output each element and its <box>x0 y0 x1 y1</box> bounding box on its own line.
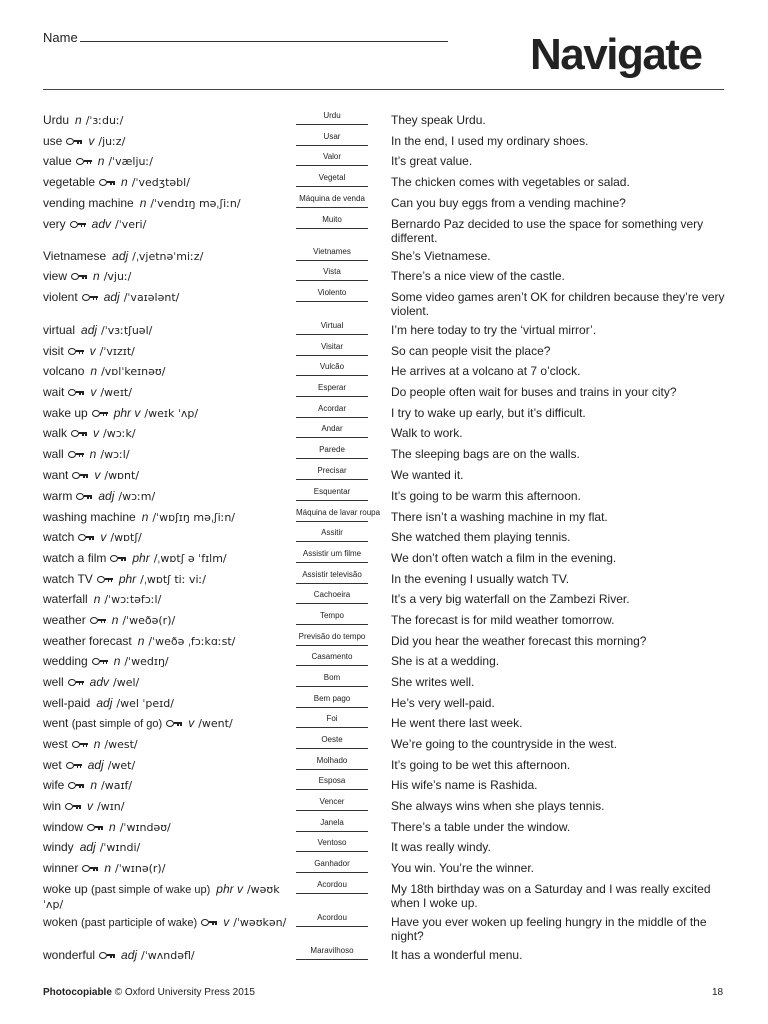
pronunciation: /ˈweðə ˌfɔːkɑːst/ <box>148 635 236 648</box>
headword: waterfall <box>43 592 88 606</box>
headword: weather <box>43 613 86 627</box>
translation-field[interactable]: Janela <box>296 815 368 832</box>
key-icon <box>68 678 84 686</box>
translation-field[interactable]: Visitar <box>296 339 368 356</box>
key-icon <box>71 272 87 280</box>
translation-field[interactable]: Foi <box>296 711 368 728</box>
headword: wedding <box>43 654 88 668</box>
headword: Urdu <box>43 113 70 127</box>
example-sentence: She watched them playing tennis. <box>391 530 571 544</box>
headword-cell <box>43 385 293 400</box>
pronunciation: /ˈwəʊkən/ <box>233 916 287 929</box>
key-icon <box>66 137 82 145</box>
translation-field[interactable]: Ventoso <box>296 835 368 852</box>
translation-field[interactable]: Esperar <box>296 380 368 397</box>
headword-cell <box>43 510 293 525</box>
headword: wonderful <box>43 948 96 962</box>
translation-field[interactable]: Maravilhoso <box>296 943 368 960</box>
headword: winner <box>43 861 79 875</box>
headword: wife <box>43 778 65 792</box>
part-of-speech: v <box>88 134 95 148</box>
translation-field[interactable]: Máquina de lavar roupa <box>296 505 368 522</box>
key-icon <box>76 157 92 165</box>
headword: win <box>43 799 62 813</box>
headword-cell <box>43 406 293 421</box>
headword: window <box>43 820 84 834</box>
translation-field[interactable]: Bom <box>296 670 368 687</box>
headword-note: (past simple of wake up) <box>91 884 211 896</box>
pronunciation: /wɒnt/ <box>104 469 140 482</box>
example-sentence: There’s a table under the window. <box>391 820 571 834</box>
headword: virtual <box>43 323 76 337</box>
part-of-speech: adj <box>98 489 115 503</box>
key-icon <box>110 554 126 562</box>
headword-cell <box>43 489 293 504</box>
headword: wake up <box>43 406 88 420</box>
part-of-speech: n <box>109 820 116 834</box>
key-icon <box>82 864 98 872</box>
headword-cell <box>43 175 293 190</box>
part-of-speech: phr <box>132 551 150 565</box>
example-sentence: She writes well. <box>391 675 475 689</box>
key-icon <box>92 409 108 417</box>
headword: wet <box>43 758 62 772</box>
key-icon <box>72 471 88 479</box>
copyright-text: © Oxford University Press 2015 <box>114 987 255 998</box>
translation-field[interactable]: Acordou <box>296 910 368 927</box>
headword: washing machine <box>43 510 136 524</box>
headword-note: (past participle of wake) <box>81 917 198 929</box>
headword-cell <box>43 196 293 211</box>
part-of-speech: n <box>113 654 121 668</box>
translation-field[interactable]: Valor <box>296 149 368 166</box>
part-of-speech: n <box>93 592 101 606</box>
headword-cell <box>43 613 293 628</box>
name-line[interactable] <box>80 41 448 42</box>
example-sentence: She’s Vietnamese. <box>391 249 491 263</box>
pronunciation: /ˈveri/ <box>115 218 147 231</box>
headword: view <box>43 269 68 283</box>
pronunciation: /wɪn/ <box>97 800 125 813</box>
pronunciation: /ˈwɪnə(r)/ <box>115 862 166 875</box>
headword-cell <box>43 113 293 128</box>
key-icon <box>201 918 217 926</box>
key-icon <box>78 533 94 541</box>
translation-field[interactable]: Vietnames <box>296 244 368 261</box>
example-sentence: He’s very well-paid. <box>391 696 495 710</box>
headword: weather forecast <box>43 634 132 648</box>
part-of-speech: n <box>121 175 128 189</box>
pronunciation: /ˌwɒtʃ tiː viː/ <box>140 573 206 586</box>
pronunciation: /weɪt/ <box>100 386 132 399</box>
key-icon <box>97 575 113 583</box>
translation-field[interactable]: Vegetal <box>296 170 368 187</box>
headword-cell <box>43 323 293 338</box>
headword: volcano <box>43 364 85 378</box>
headword-cell <box>43 654 293 669</box>
part-of-speech: v <box>100 530 107 544</box>
pronunciation: /ˈvɪzɪt/ <box>99 345 135 358</box>
example-sentence: It has a wonderful menu. <box>391 948 523 962</box>
headword: windy <box>43 840 74 854</box>
example-sentence: So can people visit the place? <box>391 344 551 358</box>
pronunciation: /juːz/ <box>98 135 126 148</box>
translation-field[interactable]: Urdu <box>296 108 368 125</box>
pronunciation: /ˈvɜːtʃuəl/ <box>101 324 153 337</box>
key-icon <box>65 802 81 810</box>
key-icon <box>99 178 115 186</box>
part-of-speech: v <box>89 344 96 358</box>
part-of-speech: v <box>87 799 94 813</box>
pronunciation: /ˌvjetnəˈmiːz/ <box>132 250 204 263</box>
headword-cell <box>43 447 293 462</box>
example-sentence: It’s going to be wet this afternoon. <box>391 758 571 772</box>
part-of-speech: phr v <box>113 406 141 420</box>
example-sentence: I’m here today to try the ‘virtual mirror’. <box>391 323 597 337</box>
key-icon <box>68 450 84 458</box>
pronunciation: /went/ <box>198 717 233 730</box>
part-of-speech: adj <box>96 696 113 710</box>
key-icon <box>76 492 92 500</box>
pronunciation: /ˈvæljuː/ <box>108 155 153 168</box>
pronunciation: /ˈwɔːtəfɔːl/ <box>104 593 162 606</box>
example-sentence: Do people often wait for buses and trains in your city? <box>391 385 677 399</box>
example-sentence: There isn’t a washing machine in my flat. <box>391 510 608 524</box>
name-label: Name <box>43 30 78 45</box>
example-sentence: Walk to work. <box>391 426 463 440</box>
headword-cell <box>43 290 293 305</box>
top-divider <box>43 89 724 90</box>
pronunciation: /ˈwedɪŋ/ <box>124 655 169 668</box>
translation-field[interactable]: Bem pago <box>296 691 368 708</box>
headword-cell <box>43 344 293 359</box>
example-sentence: Can you buy eggs from a vending machine? <box>391 196 626 210</box>
pronunciation: /wɔːm/ <box>118 490 156 503</box>
photocopiable-label: Photocopiable <box>43 987 112 998</box>
part-of-speech: v <box>223 915 230 929</box>
translation-field[interactable]: Parede <box>296 442 368 459</box>
translation-field[interactable]: Vista <box>296 264 368 281</box>
headword-cell <box>43 716 293 731</box>
headword-cell <box>43 134 293 149</box>
headword: well <box>43 675 64 689</box>
translation-field[interactable]: Virtual <box>296 318 368 335</box>
headword-cell <box>43 572 293 587</box>
part-of-speech: n <box>137 634 145 648</box>
headword-cell <box>43 758 293 773</box>
headword: wait <box>43 385 65 399</box>
example-sentence: It was really windy. <box>391 840 491 854</box>
part-of-speech: v <box>90 385 97 399</box>
example-sentence: It’s a very big waterfall on the Zambezi River. <box>391 592 630 606</box>
headword: went <box>43 716 69 730</box>
translation-field[interactable]: Vulcão <box>296 359 368 376</box>
headword: vegetable <box>43 175 96 189</box>
key-icon <box>68 781 84 789</box>
headword: woken <box>43 915 78 929</box>
translation-field[interactable]: Previsão do tempo <box>296 629 368 646</box>
translation-field[interactable]: Oeste <box>296 732 368 749</box>
example-sentence: We don’t often watch a film in the evening. <box>391 551 617 565</box>
translation-field[interactable]: Assistir um filme <box>296 546 368 563</box>
headword-cell <box>43 249 293 264</box>
part-of-speech: n <box>93 269 100 283</box>
translation-field[interactable]: Molhado <box>296 753 368 770</box>
headword: well-paid <box>43 696 91 710</box>
translation-field[interactable]: Acordar <box>296 401 368 418</box>
pronunciation: /wɔːl/ <box>100 448 130 461</box>
example-sentence: It’s going to be warm this afternoon. <box>391 489 581 503</box>
pronunciation: /wɒtʃ/ <box>110 531 142 544</box>
pronunciation: /wɔːk/ <box>103 427 136 440</box>
headword: watch a film <box>43 551 107 565</box>
example-sentence: The forecast is for mild weather tomorrow. <box>391 613 615 627</box>
pronunciation: /ˈwʌndəfl/ <box>141 949 195 962</box>
headword: watch <box>43 530 75 544</box>
example-sentence: Did you hear the weather forecast this morning? <box>391 634 647 648</box>
part-of-speech: adj <box>112 249 129 263</box>
headword: visit <box>43 344 64 358</box>
key-icon <box>82 293 98 301</box>
headword-cell <box>43 737 293 752</box>
example-sentence: We wanted it. <box>391 468 464 482</box>
example-sentence: Have you ever woken up feeling hungry in the middle of the night? <box>391 915 707 943</box>
pronunciation: /ˈvendɪŋ məˌʃiːn/ <box>150 197 241 210</box>
headword-cell <box>43 364 293 379</box>
key-icon <box>71 429 87 437</box>
part-of-speech: n <box>104 861 112 875</box>
part-of-speech: v <box>93 426 100 440</box>
pronunciation: /ˌwɒtʃ ə ˈfɪlm/ <box>153 552 227 565</box>
pronunciation: /wet/ <box>107 759 136 772</box>
headword: very <box>43 217 66 231</box>
example-sentence: Bernardo Paz decided to use the space for something very different. <box>391 217 704 245</box>
translation-field[interactable]: Assitir <box>296 525 368 542</box>
headword: value <box>43 154 72 168</box>
translation-field[interactable]: Acordou <box>296 877 368 894</box>
example-sentence: I try to wake up early, but it’s difficult. <box>391 406 586 420</box>
example-sentence: He went there last week. <box>391 716 523 730</box>
headword: wall <box>43 447 64 461</box>
key-icon <box>166 719 182 727</box>
part-of-speech: phr v <box>216 882 243 896</box>
example-sentence: You win. You’re the winner. <box>391 861 534 875</box>
key-icon <box>68 388 84 396</box>
translation-field[interactable]: Cachoeira <box>296 587 368 604</box>
example-sentence: Some video games aren’t OK for children because they’re very violent. <box>391 290 725 318</box>
pronunciation: /ˈvedʒtəbl/ <box>131 176 190 189</box>
part-of-speech: n <box>97 154 105 168</box>
pronunciation: /west/ <box>104 738 138 751</box>
example-sentence: She always wins when she plays tennis. <box>391 799 605 813</box>
translation-field[interactable]: Esquentar <box>296 484 368 501</box>
part-of-speech: n <box>93 737 101 751</box>
part-of-speech: adj <box>81 323 98 337</box>
headword-cell <box>43 696 293 711</box>
part-of-speech: n <box>90 364 98 378</box>
headword: watch TV <box>43 572 93 586</box>
part-of-speech: adj <box>121 948 138 962</box>
key-icon <box>99 951 115 959</box>
pronunciation: /vjuː/ <box>103 270 132 283</box>
example-sentence: We’re going to the countryside in the west. <box>391 737 617 751</box>
example-sentence: In the end, I used my ordinary shoes. <box>391 134 589 148</box>
translation-field[interactable]: Violento <box>296 285 368 302</box>
example-sentence: His wife’s name is Rashida. <box>391 778 538 792</box>
headword-cell <box>43 778 293 793</box>
example-sentence: He arrives at a volcano at 7 o’clock. <box>391 364 581 378</box>
headword-cell <box>43 217 293 232</box>
example-sentence: The sleeping bags are on the walls. <box>391 447 580 461</box>
headword-cell <box>43 861 293 876</box>
headword-cell <box>43 799 293 814</box>
headword-cell <box>43 530 293 545</box>
pronunciation: /ˈwɪndəʊ/ <box>119 821 171 834</box>
headword-note: (past simple of go) <box>71 718 163 730</box>
part-of-speech: adj <box>79 840 96 854</box>
translation-field[interactable]: Ganhador <box>296 856 368 873</box>
pronunciation: /waɪf/ <box>101 779 133 792</box>
headword-cell <box>43 948 293 963</box>
pronunciation: /ˈvaɪələnt/ <box>123 291 180 304</box>
headword-cell <box>43 592 293 607</box>
translation-field[interactable]: Precisar <box>296 463 368 480</box>
headword-cell <box>43 154 293 169</box>
part-of-speech: n <box>89 447 97 461</box>
headword: west <box>43 737 68 751</box>
headword-cell <box>43 915 293 930</box>
headword: warm <box>43 489 73 503</box>
headword-cell <box>43 675 293 690</box>
headword: vending machine <box>43 196 134 210</box>
headword-cell <box>43 551 293 566</box>
headword-cell <box>43 820 293 835</box>
example-sentence: They speak Urdu. <box>391 113 486 127</box>
headword: Vietnamese <box>43 249 107 263</box>
pronunciation: /wel/ <box>113 676 140 689</box>
part-of-speech: adj <box>87 758 104 772</box>
example-sentence: There’s a nice view of the castle. <box>391 269 565 283</box>
translation-field[interactable]: Esposa <box>296 773 368 790</box>
translation-field[interactable]: Usar <box>296 129 368 146</box>
part-of-speech: adv <box>89 675 110 689</box>
translation-field[interactable]: Casamento <box>296 649 368 666</box>
headword-cell <box>43 634 293 649</box>
headword: walk <box>43 426 68 440</box>
page-number: 18 <box>712 987 724 998</box>
example-sentence: My 18th birthday was on a Saturday and I was really excited when I woke up. <box>391 882 711 910</box>
headword-cell <box>43 840 293 855</box>
part-of-speech: v <box>188 716 195 730</box>
headword: violent <box>43 290 78 304</box>
key-icon <box>68 347 84 355</box>
part-of-speech: adv <box>91 217 112 231</box>
example-sentence: She is at a wedding. <box>391 654 500 668</box>
key-icon <box>66 761 82 769</box>
headword: want <box>43 468 69 482</box>
part-of-speech: adj <box>103 290 120 304</box>
headword: use <box>43 134 63 148</box>
part-of-speech: n <box>139 196 147 210</box>
pronunciation: /vɒlˈkeɪnəʊ/ <box>101 365 166 378</box>
part-of-speech: n <box>141 510 149 524</box>
part-of-speech: n <box>75 113 82 127</box>
pronunciation: /ˈwɒʃɪŋ məˌʃiːn/ <box>152 511 236 524</box>
headword-cell <box>43 468 293 483</box>
pronunciation: /ˈwɪndi/ <box>99 841 141 854</box>
key-icon <box>90 616 106 624</box>
key-icon <box>72 740 88 748</box>
headword: woke up <box>43 882 88 896</box>
pronunciation: /wel ˈpeɪd/ <box>116 697 174 710</box>
headword-cell <box>43 882 293 912</box>
part-of-speech: v <box>94 468 101 482</box>
brand-logo: Navigate <box>530 30 702 79</box>
headword-cell <box>43 269 293 284</box>
pronunciation: /ˈweðə(r)/ <box>122 614 176 627</box>
key-icon <box>70 220 86 228</box>
translation-field[interactable]: Tempo <box>296 608 368 625</box>
pronunciation: /ˈɜːduː/ <box>85 114 124 127</box>
headword-cell <box>43 426 293 441</box>
pronunciation: /wəʊk ˈʌp/ <box>43 883 280 911</box>
example-sentence: The chicken comes with vegetables or salad. <box>391 175 630 189</box>
example-sentence: In the evening I usually watch TV. <box>391 572 570 586</box>
key-icon <box>92 657 108 665</box>
part-of-speech: n <box>111 613 119 627</box>
part-of-speech: n <box>90 778 98 792</box>
pronunciation: /weɪk ˈʌp/ <box>144 407 199 420</box>
translation-field[interactable]: Andar <box>296 421 368 438</box>
example-sentence: It’s great value. <box>391 154 473 168</box>
footer-copyright <box>43 987 255 998</box>
translation-field[interactable]: Máquina de venda <box>296 191 368 208</box>
part-of-speech: phr <box>118 572 137 586</box>
key-icon <box>87 823 103 831</box>
translation-field[interactable]: Muito <box>296 212 368 229</box>
translation-field[interactable]: Vencer <box>296 794 368 811</box>
translation-field[interactable]: Assistir televisão <box>296 567 368 584</box>
